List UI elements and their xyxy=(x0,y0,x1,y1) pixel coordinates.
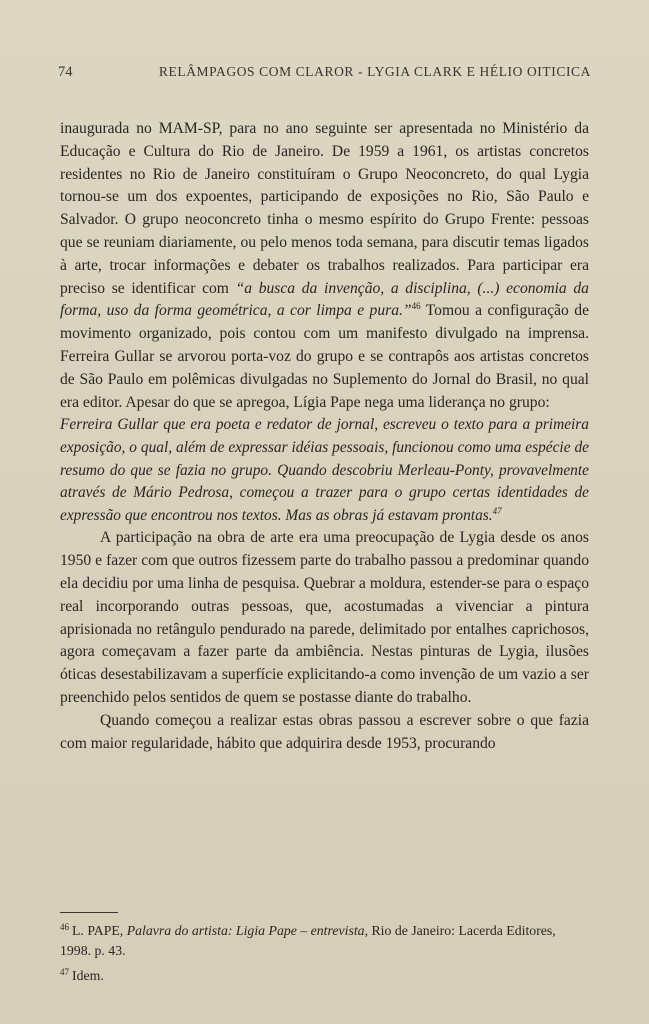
paragraph-2: A participação na obra de arte era uma preocupação de Lygia desde os anos 1950 e fazer com que outros fizessem parte do trabalho passou a predominar quando ela decidiu por uma linha de pesquisa. Quebrar a moldura, estender-se para o espaço real incorporando outras pessoas, que, acostumadas a vivenciar a pintura aprisionada no retângulo pendurado na parede, delimitado por entalhes caprichosos, agora começavam a fazer parte da ambiência. Nestas pinturas de Lygia, ilusões óticas desestabilizavam a superfície explicitando-a como invenção de um vazio a ser preenchido pelos sentidos de quem se postasse diante do trabalho. xyxy=(60,529,589,706)
footnote-lead: L. PAPE, xyxy=(72,923,127,938)
body-text xyxy=(60,118,589,755)
footnote-46 xyxy=(60,917,589,962)
block-quote xyxy=(60,414,589,527)
footnote-ref-46: 46 xyxy=(411,301,421,312)
footnote-divider xyxy=(60,912,118,913)
footnote-lead: Idem. xyxy=(72,967,104,983)
paragraph-1 xyxy=(60,118,589,414)
footnote-title: Palavra do artista: Ligia Pape – entrevista xyxy=(126,923,365,938)
running-title: RELÂMPAGOS COM CLAROR - LYGIA CLARK E HÉLIO OITICICA xyxy=(158,64,591,79)
block-quote-text: Ferreira Gullar que era poeta e redator de jornal, escreveu o texto para a primeira exposição, o qual, além de expressar idéias pessoais, funcionou como uma espécie de resumo do que se fazia no grupo. Quando descobriu Merleau-Ponty, provavelmente através de Mário Pedrosa, começou a trazer para o grupo certas identidades de expressão que encontrou nos textos. Mas as obras já estavam prontas. xyxy=(60,416,589,524)
running-header xyxy=(58,64,591,81)
footnotes xyxy=(60,917,589,986)
paragraph-1-text-a: inaugurada no MAM-SP, para no ano seguinte ser apresentada no Ministério da Educação e Cultura do Rio de Janeiro. De 1959 a 1961, os artistas concretos residentes no Rio de Janeiro constituíram o Grupo Neoconcreto, do qual Lygia tornou-se um dos expoentes, participando de exposições no Rio, São Paulo e Salvador. O grupo neoconcreto tinha o mesmo espírito do Grupo Frente: pessoas que se reuniam diariamente, ou pelo menos toda semana, para discutir temas ligados à arte, trocar informações e debater os trabalhos realizados. Para participar era preciso se identificar com xyxy=(60,120,589,297)
paragraph-1-text-b: Tomou a configuração de movimento organizado, pois contou com um manifesto divulgado na imprensa. Ferreira Gullar se arvorou porta-voz do grupo e se contrapôs aos artistas concretos de São Paulo em polêmicas divulgadas no Suplemento do Jornal do Brasil, no qual era editor. Apesar do que se apregoa, Lígia Pape nega uma liderança no grupo: xyxy=(60,302,589,411)
footnote-ref-47: 47 xyxy=(492,505,502,516)
footnote-tail: , Rio de Janeiro: Lacerda Editores, 1998. p. 43. xyxy=(60,923,556,959)
footnote-number: 47 xyxy=(60,966,69,977)
page-number: 74 xyxy=(58,64,73,80)
footnote-47 xyxy=(60,962,589,986)
paragraph-3: Quando começou a realizar estas obras passou a escrever sobre o que fazia com maior regularidade, hábito que adquirira desde 1953, procurando xyxy=(60,711,589,752)
footnote-number: 46 xyxy=(60,922,69,932)
inline-quote: “a busca da invenção, a disciplina, (...) economia da forma, uso da forma geométrica, a cor limpa e pura.” xyxy=(60,279,589,320)
